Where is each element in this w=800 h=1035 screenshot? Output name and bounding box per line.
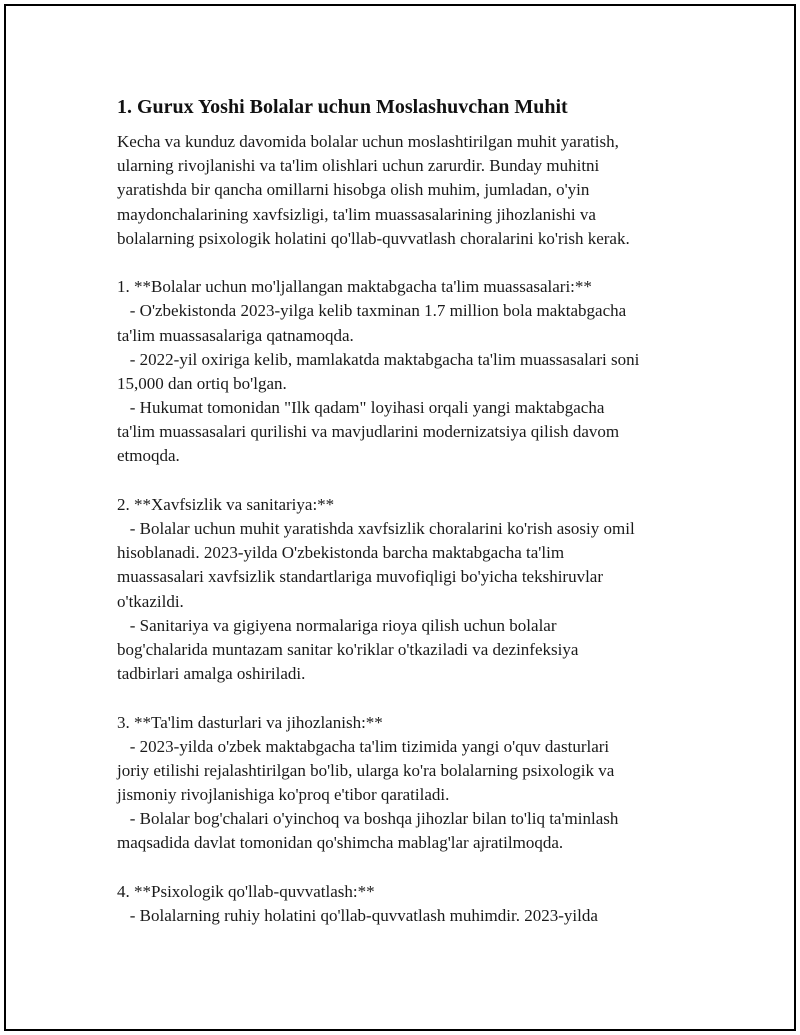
text-line: - 2022-yil oxiriga kelib, mamlakatda maktabgacha ta'lim muassasalari soni: [117, 349, 640, 369]
text-line: bolalarning psixologik holatini qo'llab-quvvatlash choralarini ko'rish kerak.: [117, 228, 630, 248]
text-line: - Bolalar uchun muhit yaratishda xavfsizlik choralarini ko'rish asosiy omil: [117, 519, 635, 538]
text-line: 1. **Bolalar uchun mo'ljallangan maktabgacha ta'lim muassasalari:**: [117, 277, 592, 297]
text-line: 2. **Xavfsizlik va sanitariya:**: [117, 494, 335, 514]
text-line: tadbirlari amalga oshiriladi.: [117, 664, 306, 684]
text-line: - Sanitariya va gigiyena normalariga rioya qilish uchun bolalar: [117, 615, 557, 635]
text-line: maydonchalarining xavfsizligi, ta'lim muassasalarining jihozlanishi va: [117, 204, 596, 224]
text-line: etmoqda.: [117, 446, 180, 466]
text-line: joriy etilishi rejalashtirilgan bo'lib, ularga ko'ra bolalarning psixologik va: [117, 760, 615, 780]
text-line: jismoniy rivojlanishiga ko'proq e'tibor qaratiladi.: [117, 785, 450, 805]
text-line: - 2023-yilda o'zbek maktabgacha ta'lim tizimida yangi o'quv dasturlari: [117, 736, 610, 756]
text-line: - Bolalar bog'chalari o'yinchoq va boshqa jihozlar bilan to'liq ta'minlash: [117, 809, 619, 829]
paragraph-gap: [117, 251, 692, 275]
text-line: 3. **Ta'lim dasturlari va jihozlanish:**: [117, 712, 383, 732]
text-line: yaratishda bir qancha omillarni hisobga olish muhim, jumladan, o'yin: [117, 180, 590, 200]
paragraph-gap: [117, 856, 692, 880]
text-line: muassasalari xavfsizlik standartlariga muvofiqligi bo'yicha tekshiruvlar: [117, 567, 604, 587]
text-line: Kecha va kunduz davomida bolalar uchun moslashtirilgan muhit yaratish,: [117, 132, 619, 151]
text-line: ta'lim muassasalariga qatnamoqda.: [117, 325, 354, 345]
text-line: - Bolalarning ruhiy holatini qo'llab-quvvatlash muhimdir. 2023-yilda: [117, 906, 598, 925]
paragraph-gap: [117, 686, 692, 710]
text-line: 15,000 dan ortiq bo'lgan.: [117, 373, 287, 393]
text-line: o'tkazildi.: [117, 591, 184, 611]
document-title: 1. Gurux Yoshi Bolalar uchun Moslashuvchan Muhit: [117, 96, 568, 118]
text-line: ta'lim muassasalari qurilishi va mavjudlarini modernizatsiya qilish davom: [117, 422, 620, 442]
text-line: bog'chalarida muntazam sanitar ko'riklar o'tkaziladi va dezinfeksiya: [117, 639, 579, 659]
text-line: maqsadida davlat tomonidan qo'shimcha mablag'lar ajratilmoqda.: [117, 833, 564, 853]
document-body: [117, 94, 692, 928]
text-line: ularning rivojlanishi va ta'lim olishlari uchun zarurdir. Bunday muhitni: [117, 156, 600, 176]
text-line: - O'zbekistonda 2023-yilga kelib taxminan 1.7 million bola maktabgacha: [117, 301, 627, 321]
paragraph-gap: [117, 469, 692, 493]
text-line: - Hukumat tomonidan "Ilk qadam" loyihasi orqali yangi maktabgacha: [117, 398, 605, 418]
text-line: hisoblanadi. 2023-yilda O'zbekistonda barcha maktabgacha ta'lim: [117, 543, 565, 563]
document-text: [117, 130, 692, 928]
text-line: 4. **Psixologik qo'llab-quvvatlash:**: [117, 881, 375, 901]
